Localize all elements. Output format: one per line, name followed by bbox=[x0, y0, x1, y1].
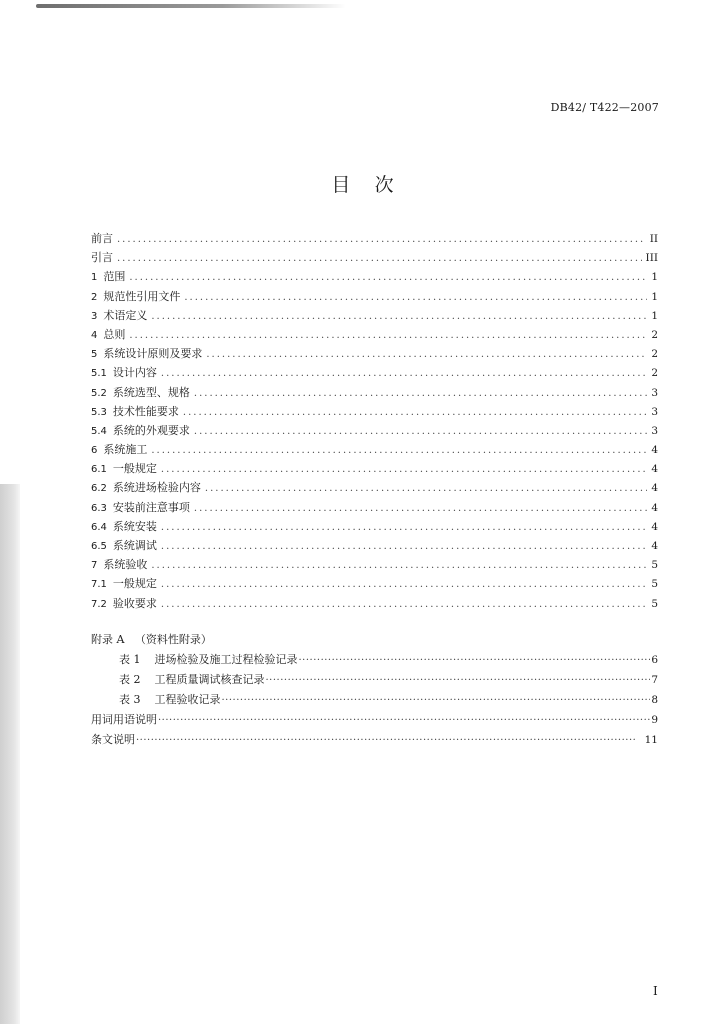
leader-dots bbox=[299, 651, 651, 671]
table-label: 进场检验及施工过程检验记录 bbox=[154, 653, 298, 666]
toc-entry-page: III bbox=[645, 252, 658, 265]
toc-entry-7-2[interactable] bbox=[91, 594, 658, 613]
toc-entry-page: 2 bbox=[651, 328, 658, 341]
toc-entry-label: 条文说明 bbox=[91, 733, 135, 746]
toc-entry-page: 4 bbox=[651, 520, 658, 533]
toc-entry-page: 1 bbox=[651, 309, 658, 322]
toc-entry-6-3[interactable] bbox=[91, 498, 658, 517]
toc-entry-label: 系统选型、规格 bbox=[112, 385, 190, 399]
leader-dots bbox=[222, 691, 651, 711]
appendix-list bbox=[91, 630, 658, 750]
leader-dots bbox=[184, 288, 647, 307]
toc-entry-number: 5.2 bbox=[91, 387, 107, 399]
scan-side-shadow bbox=[0, 484, 20, 1024]
toc-entry-number: 6.4 bbox=[91, 521, 107, 533]
table-page: 6 bbox=[651, 654, 658, 666]
toc-entry-label: 系统调试 bbox=[112, 539, 157, 552]
toc-entry-3[interactable] bbox=[91, 306, 658, 325]
toc-entry-number: 3 bbox=[91, 310, 98, 322]
appendix-table-1[interactable] bbox=[91, 650, 658, 670]
toc-entry-6-5[interactable] bbox=[91, 536, 658, 555]
toc-entry-label: 术语定义 bbox=[103, 308, 148, 322]
toc-entry-label: 安装前注意事项 bbox=[112, 500, 190, 514]
table-page: 8 bbox=[651, 694, 658, 706]
leader-dots bbox=[194, 499, 647, 518]
leader-dots bbox=[158, 711, 650, 731]
toc-entry-label: 规范性引用文件 bbox=[103, 289, 181, 303]
toc-entry-label: 系统设计原则及要求 bbox=[103, 347, 203, 361]
toc-entry-page: 1 bbox=[651, 290, 658, 303]
toc-entry-label: 用词用语说明 bbox=[91, 713, 157, 726]
toc-entry-number: 5.4 bbox=[91, 425, 107, 437]
table-label: 工程质量调试核查记录 bbox=[154, 673, 265, 686]
table-page: 7 bbox=[651, 674, 658, 686]
appendix-table-3[interactable] bbox=[91, 690, 658, 710]
leader-dots bbox=[206, 345, 647, 364]
toc-entry-number: 7.2 bbox=[91, 598, 107, 610]
toc-entry-label: 总则 bbox=[103, 327, 126, 341]
toc-entry-page: 5 bbox=[651, 578, 658, 591]
toc-entry-page: 2 bbox=[651, 348, 658, 361]
toc-entry-introduction[interactable] bbox=[91, 248, 658, 267]
leader-dots bbox=[205, 479, 647, 498]
toc-entry-1[interactable] bbox=[91, 267, 658, 286]
scan-edge-shadow bbox=[36, 4, 346, 8]
toc-entry-label: 系统的外观要求 bbox=[112, 423, 190, 437]
toc-entry-2[interactable] bbox=[91, 287, 658, 306]
table-tag: 表 3 bbox=[119, 693, 141, 706]
toc-entry-number: 6.2 bbox=[91, 483, 107, 495]
page-title: 目 次 bbox=[331, 174, 394, 196]
toc-entry-terminology[interactable] bbox=[91, 710, 658, 730]
appendix-a-entry[interactable] bbox=[91, 630, 658, 650]
toc-entry-number: 5.1 bbox=[91, 368, 107, 380]
toc-entry-label: 一般规定 bbox=[112, 462, 157, 476]
toc-entry-5-4[interactable] bbox=[91, 421, 658, 440]
toc-entry-page: 1 bbox=[651, 271, 658, 284]
toc-entry-7[interactable] bbox=[91, 555, 658, 574]
toc-entry-number: 7 bbox=[91, 560, 98, 572]
toc-entry-label: 设计内容 bbox=[112, 366, 157, 380]
appendix-heading: 附录 A （资料性附录） bbox=[91, 633, 212, 646]
toc-entry-label: 范围 bbox=[103, 270, 126, 284]
toc-entry-label: 前言 bbox=[91, 232, 113, 245]
document-code: DB42/ T422—2007 bbox=[550, 101, 659, 114]
toc-entry-page: 3 bbox=[651, 386, 658, 399]
toc-entry-6[interactable] bbox=[91, 440, 658, 459]
toc-entry-page: 4 bbox=[651, 482, 658, 495]
leader-dots bbox=[194, 384, 647, 403]
toc-entry-6-1[interactable] bbox=[91, 459, 658, 478]
toc-entry-6-2[interactable] bbox=[91, 478, 658, 497]
toc-entry-label: 系统施工 bbox=[103, 443, 148, 457]
toc-entry-page: 4 bbox=[651, 463, 658, 476]
toc-entry-5-2[interactable] bbox=[91, 383, 658, 402]
leader-dots bbox=[183, 403, 647, 422]
table-label: 工程验收记录 bbox=[154, 693, 221, 706]
leader-dots bbox=[129, 326, 647, 345]
toc-entry-page: 4 bbox=[651, 444, 658, 457]
page-number: I bbox=[653, 984, 658, 998]
toc-entry-label: 验收要求 bbox=[112, 596, 157, 610]
leader-dots bbox=[161, 364, 647, 383]
toc-entry-6-4[interactable] bbox=[91, 517, 658, 536]
leader-dots bbox=[151, 441, 647, 460]
appendix-table-2[interactable] bbox=[91, 670, 658, 690]
toc-entry-number: 6.5 bbox=[91, 541, 107, 552]
leader-dots bbox=[129, 268, 647, 287]
toc-entry-number: 4 bbox=[91, 329, 98, 341]
toc-entry-foreword[interactable] bbox=[91, 229, 658, 248]
leader-dots bbox=[161, 460, 647, 479]
toc-entry-label: 系统进场检验内容 bbox=[112, 481, 201, 495]
toc-entry-page: 2 bbox=[651, 367, 658, 380]
leader-dots bbox=[161, 518, 647, 537]
toc-entry-page: 9 bbox=[651, 714, 658, 726]
toc-entry-page: 5 bbox=[651, 597, 658, 610]
toc-entry-label: 一般规定 bbox=[112, 577, 157, 591]
toc-entry-label: 引言 bbox=[91, 251, 113, 265]
leader-dots bbox=[117, 230, 646, 249]
toc-entry-page: 5 bbox=[651, 559, 658, 572]
leader-dots bbox=[161, 537, 647, 556]
toc-entry-5[interactable] bbox=[91, 344, 658, 363]
table-tag: 表 1 bbox=[119, 653, 141, 666]
toc-entry-7-1[interactable] bbox=[91, 574, 658, 593]
leader-dots bbox=[151, 556, 647, 575]
leader-dots bbox=[266, 671, 651, 691]
leader-dots bbox=[117, 249, 642, 268]
table-of-contents bbox=[91, 229, 658, 613]
toc-entry-label: 技术性能要求 bbox=[112, 404, 179, 418]
toc-entry-page: 3 bbox=[651, 424, 658, 437]
toc-entry-number: 6.3 bbox=[91, 502, 107, 514]
toc-entry-label: 系统验收 bbox=[103, 558, 148, 572]
toc-entry-page: 4 bbox=[651, 501, 658, 514]
toc-entry-number: 5.3 bbox=[91, 406, 107, 418]
toc-entry-5-3[interactable] bbox=[91, 402, 658, 421]
toc-entry-clause-notes[interactable] bbox=[91, 730, 658, 750]
toc-entry-page: II bbox=[649, 233, 658, 245]
toc-entry-page: 3 bbox=[651, 405, 658, 418]
toc-entry-page: 4 bbox=[651, 540, 658, 552]
toc-entry-5-1[interactable] bbox=[91, 363, 658, 382]
toc-entry-number: 6 bbox=[91, 445, 98, 457]
leader-dots bbox=[194, 422, 647, 441]
toc-entry-number: 1 bbox=[91, 272, 98, 284]
leader-dots bbox=[161, 595, 647, 614]
toc-entry-number: 6.1 bbox=[91, 464, 107, 476]
toc-entry-number: 5 bbox=[91, 349, 98, 361]
toc-entry-number: 7.1 bbox=[91, 579, 107, 591]
toc-entry-page: 11 bbox=[644, 734, 658, 746]
leader-dots bbox=[136, 731, 644, 751]
toc-entry-label: 系统安装 bbox=[112, 519, 157, 533]
toc-entry-number: 2 bbox=[91, 291, 98, 303]
leader-dots bbox=[151, 307, 647, 326]
table-tag: 表 2 bbox=[119, 673, 141, 686]
leader-dots bbox=[161, 575, 647, 594]
toc-entry-4[interactable] bbox=[91, 325, 658, 344]
